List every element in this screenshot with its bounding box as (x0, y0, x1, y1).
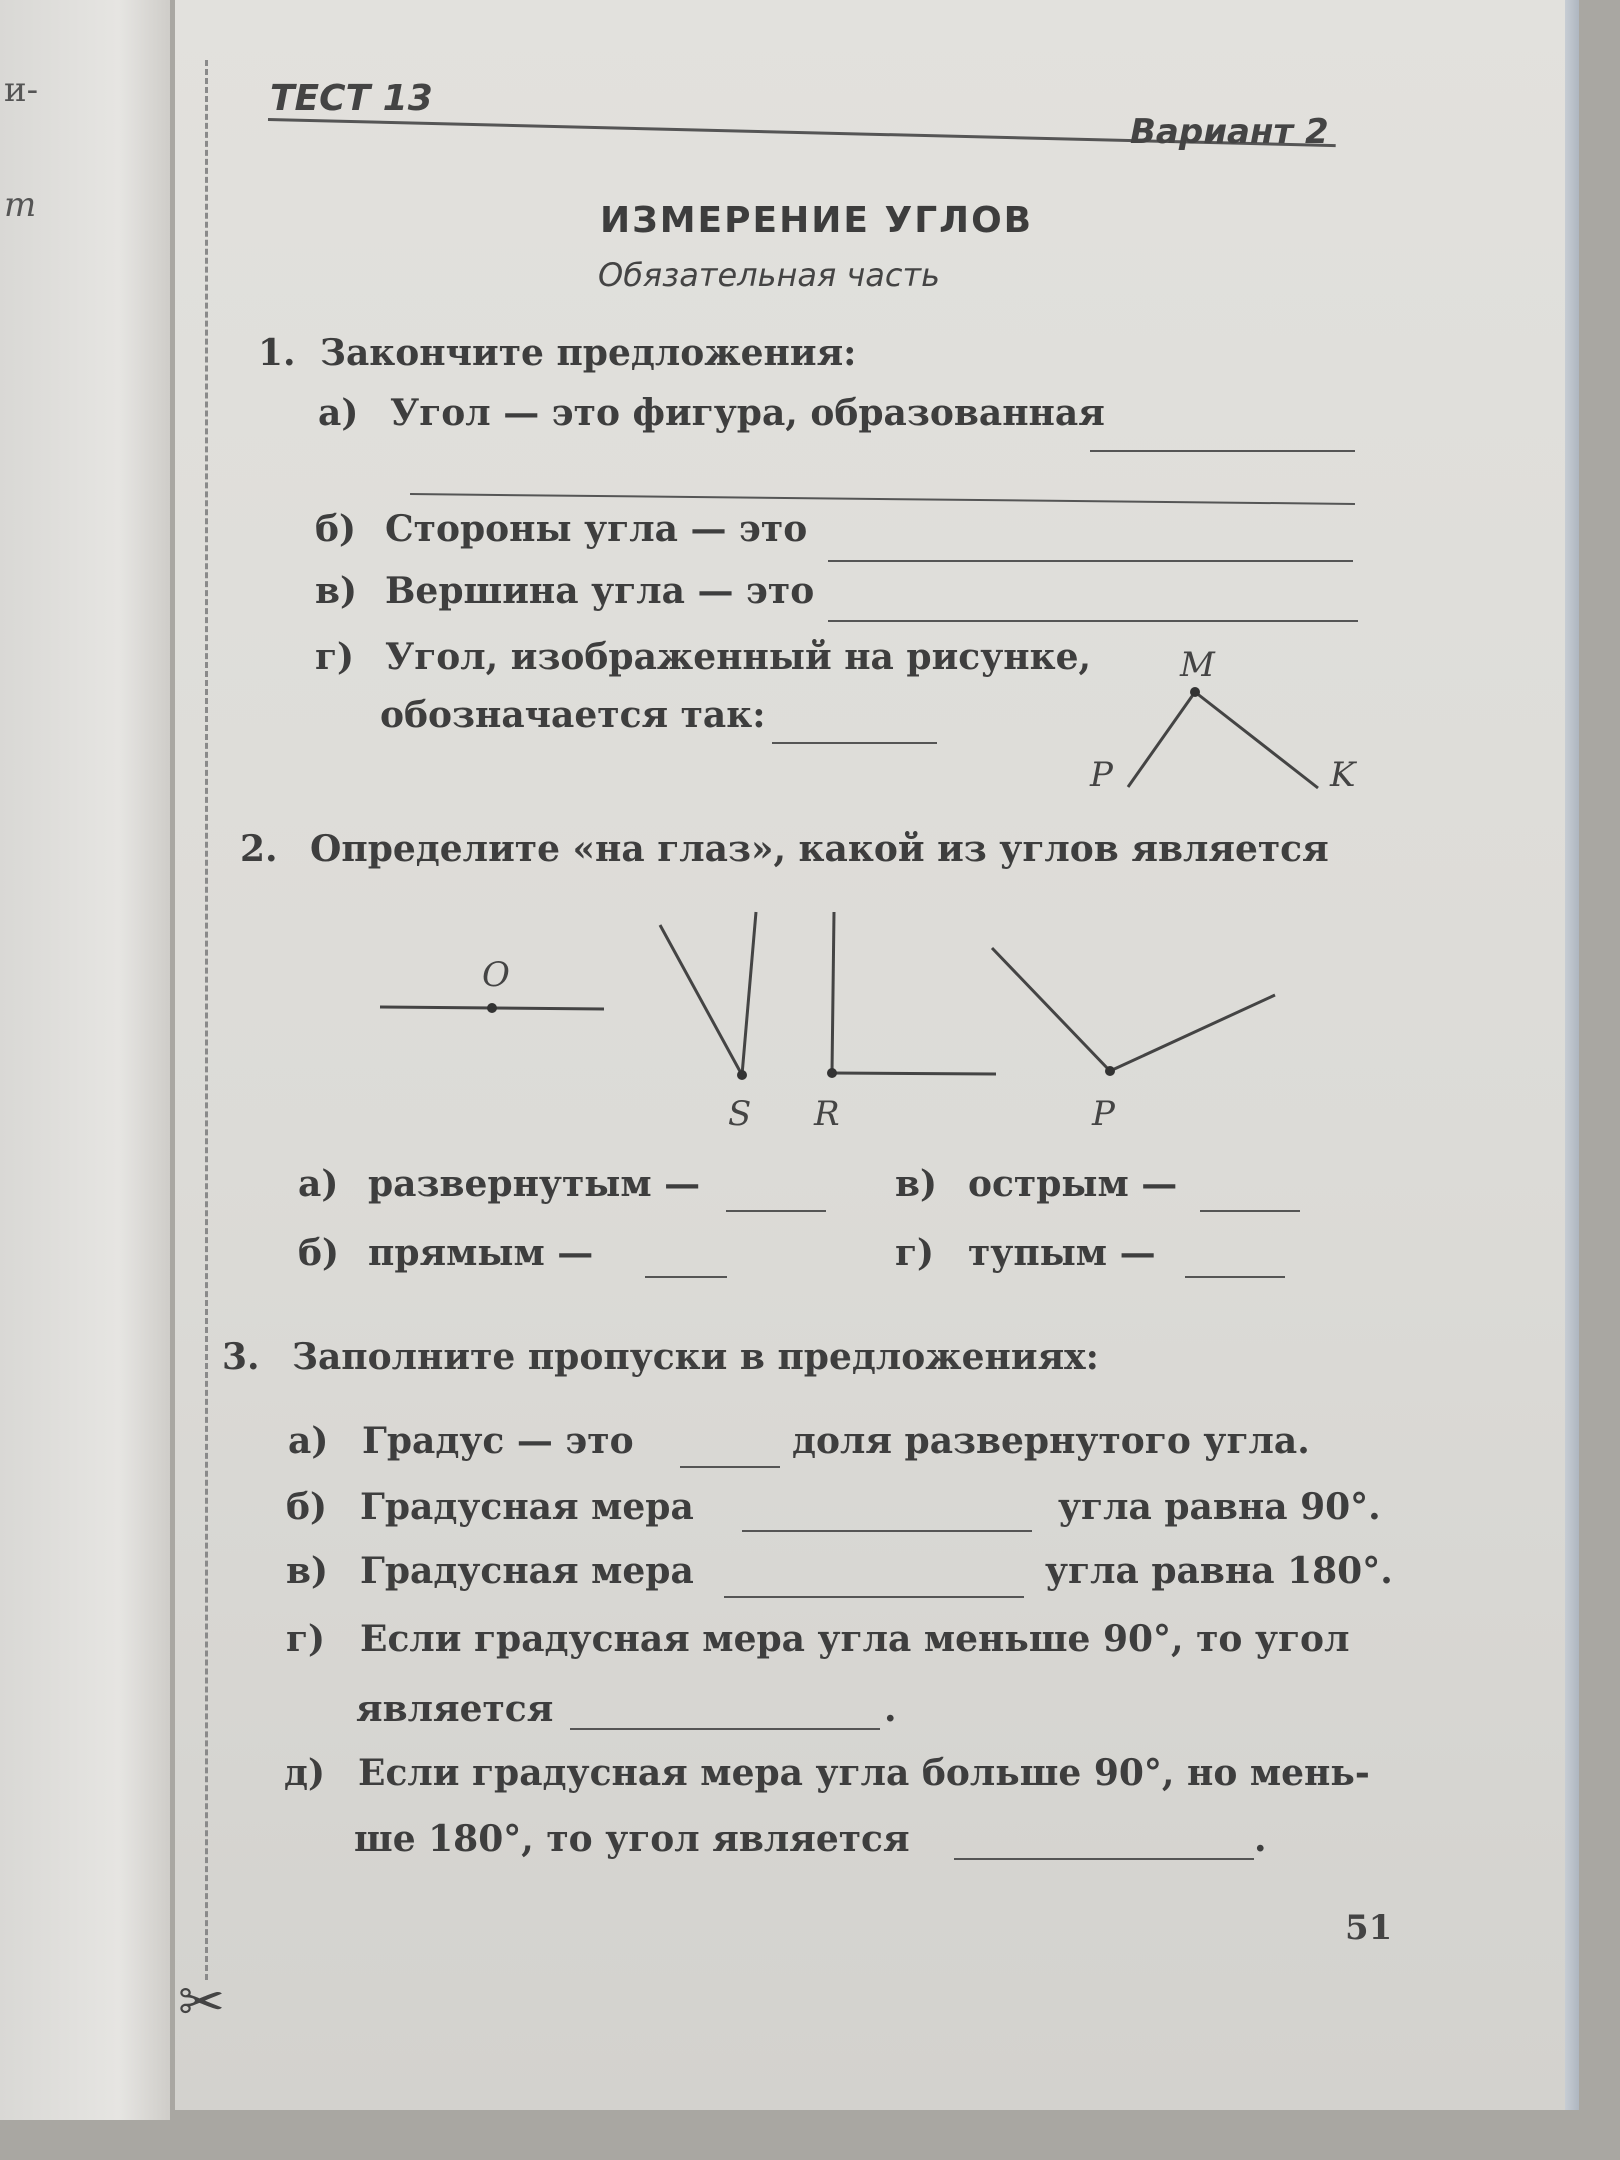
page-subtitle: Обязательная часть (598, 256, 940, 294)
task3-prompt: Заполните пропуски в предложениях: (292, 1336, 1099, 1378)
task2-g-text: тупым — (968, 1232, 1156, 1274)
task3-a-text-after: доля развернутого угла. (792, 1420, 1310, 1462)
task3-g-text-line1: Если градусная мера угла меньше 90°, то угол (360, 1618, 1350, 1660)
acute-angle-vertex-dot (737, 1070, 747, 1080)
task1-g-marker: г) (315, 636, 355, 678)
page-title: ИЗМЕРЕНИЕ УГЛОВ (600, 200, 1034, 241)
variant-label: Вариант 2 (1130, 112, 1329, 152)
facing-page-fragment-2: т (4, 185, 37, 225)
task3-v-marker: в) (286, 1550, 329, 1592)
task2-b-text: прямым — (368, 1232, 594, 1274)
facing-page-fragment-1: и- (4, 70, 39, 110)
obtuse-angle-vertex-dot (1105, 1066, 1115, 1076)
straight-angle-vertex-dot (487, 1003, 497, 1013)
label-p-task2: P (1092, 1094, 1115, 1134)
task2-a-text: развернутым — (368, 1163, 701, 1205)
scissors-icon: ✂ (178, 1970, 225, 2035)
label-m: M (1180, 645, 1215, 685)
label-s: S (728, 1094, 752, 1134)
label-k: K (1330, 755, 1356, 795)
task3-d-text-line1: Если градусная мера угла больше 90°, но мень- (358, 1752, 1370, 1794)
task3-d-marker: д) (284, 1752, 326, 1794)
task3-d-end: . (1254, 1818, 1267, 1860)
task2-v-text: острым — (968, 1163, 1178, 1205)
angle-pmk-side-mk (1195, 692, 1318, 788)
right-angle-side-2 (832, 1073, 996, 1074)
task3-a-text-before: Градус — это (362, 1420, 634, 1462)
task3-g-end: . (884, 1688, 897, 1730)
right-angle-vertex-dot (827, 1068, 837, 1078)
task1-a-text: Угол — это фигура, образованная (390, 392, 1105, 434)
task1-b-text: Стороны угла — это (385, 508, 808, 550)
task3-number: 3. (222, 1336, 260, 1378)
task1-v-marker: в) (315, 570, 358, 612)
acute-angle-side-1 (660, 925, 742, 1075)
task3-a-marker: а) (288, 1420, 329, 1462)
label-p-task1: P (1090, 755, 1113, 795)
task3-g-marker: г) (286, 1618, 326, 1660)
task2-a-marker: а) (298, 1163, 339, 1205)
right-angle-side-1 (832, 912, 834, 1073)
task2-b-marker: б) (298, 1232, 340, 1274)
task1-v-text: Вершина угла — это (385, 570, 815, 612)
task1-a-marker: а) (318, 392, 359, 434)
task1-prompt: Закончите предложения: (320, 332, 857, 374)
task3-g-text-line2: является (356, 1688, 554, 1730)
task3-b-text-after: угла равна 90°. (1058, 1486, 1381, 1528)
task3-b-text-before: Градусная мера (360, 1486, 694, 1528)
page-number: 51 (1345, 1908, 1393, 1948)
acute-angle-side-2 (742, 912, 756, 1075)
task2-v-marker: в) (895, 1163, 938, 1205)
task2-number: 2. (240, 828, 278, 870)
label-r: R (814, 1094, 840, 1134)
task2-prompt: Определите «на глаз», какой из углов является (310, 828, 1329, 870)
task1-b-marker: б) (315, 508, 357, 550)
task3-d-text-line2: ше 180°, то угол является (354, 1818, 910, 1860)
task2-g-marker: г) (895, 1232, 935, 1274)
angle-pmk-vertex-dot (1190, 687, 1200, 697)
task3-b-marker: б) (286, 1486, 328, 1528)
task3-v-text-before: Градусная мера (360, 1550, 694, 1592)
task3-v-text-after: угла равна 180°. (1045, 1550, 1393, 1592)
test-title: ТЕСТ 13 (270, 78, 433, 119)
task1-g-text-line1: Угол, изображенный на рисунке, (385, 636, 1092, 678)
task1-number: 1. (258, 332, 296, 374)
angle-pmk-side-mp (1128, 692, 1195, 787)
obtuse-angle-side-1 (992, 948, 1110, 1071)
task1-g-text-line2: обозначается так: (380, 694, 766, 736)
label-o: O (482, 955, 510, 995)
obtuse-angle-side-2 (1110, 995, 1275, 1071)
